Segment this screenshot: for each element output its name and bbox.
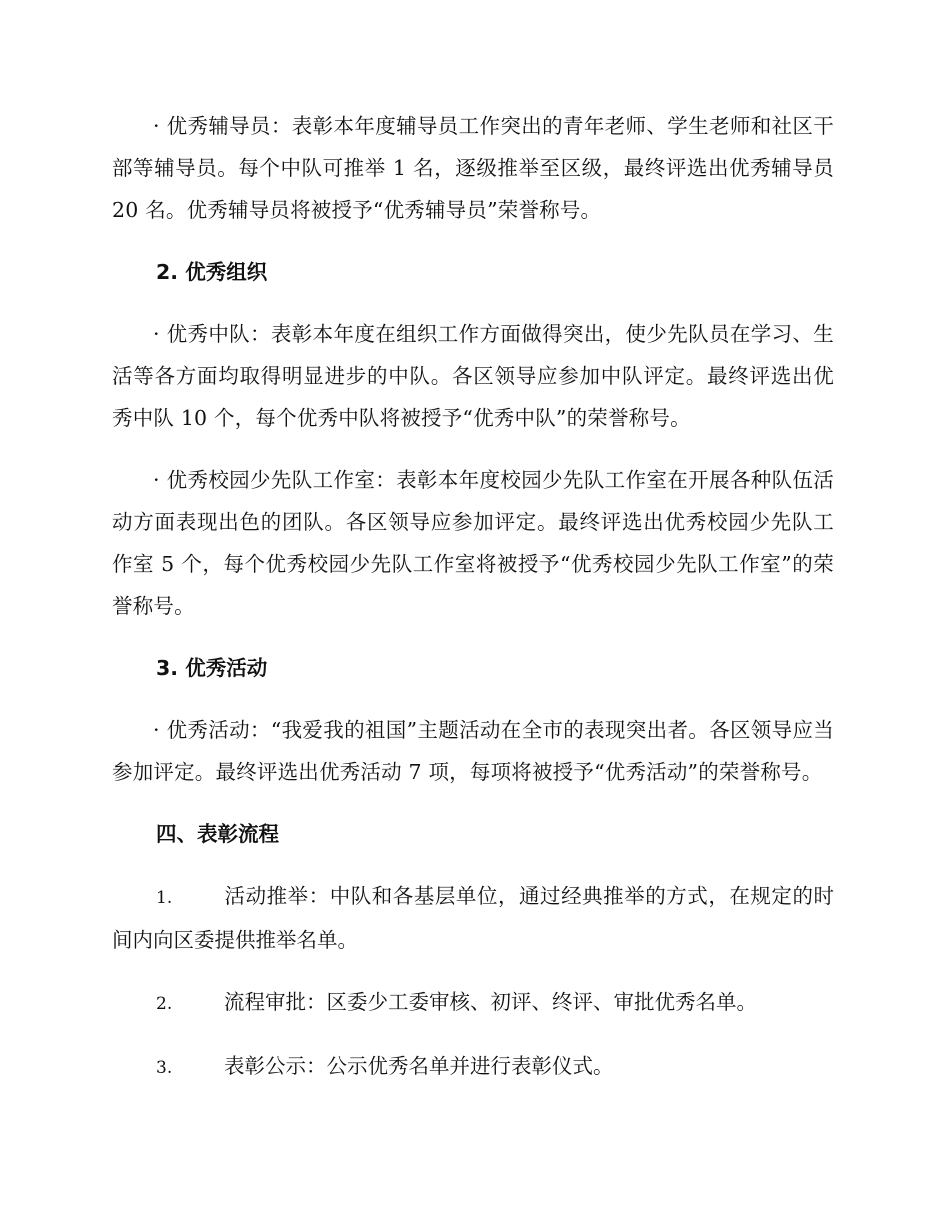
- document-page: [112, 105, 834, 1109]
- paragraph-outstanding-studio: · 优秀校园少先队工作室：表彰本年度校园少先队工作室在开展各种队伍活动方面表现出色的团队。各区领导应参加评定。最终评选出优秀校园少先队工作室 5 个，每个优秀校园少先队工作室将被授予“优秀校园少先队工作室”的荣誉称号。: [112, 468, 834, 618]
- list-item-text: 表彰公示：公示优秀名单并进行表彰仪式。: [224, 1054, 614, 1078]
- list-item-number: 2.: [156, 994, 173, 1014]
- heading-commendation-process: 四、表彰流程: [156, 822, 279, 846]
- list-item-number: 3.: [156, 1058, 173, 1078]
- list-item-number: 1.: [156, 888, 173, 908]
- heading-outstanding-activity: 3. 优秀活动: [156, 656, 268, 680]
- paragraph-outstanding-activity: · 优秀活动：“我爱我的祖国”主题活动在全市的表现突出者。各区领导应当参加评定。最终评选出优秀活动 7 项，每项将被授予“优秀活动”的荣誉称号。: [112, 718, 834, 784]
- list-item-text: 活动推举：中队和各基层单位，通过经典推举的方式，在规定的时间内向区委提供推举名单。: [112, 884, 834, 952]
- list-item-text: 流程审批：区委少工委审核、初评、终评、审批优秀名单。: [224, 990, 757, 1014]
- list-item: [112, 875, 834, 961]
- list-item: [112, 1045, 834, 1089]
- heading-outstanding-organization: 2. 优秀组织: [156, 260, 268, 284]
- paragraph-outstanding-counselor: · 优秀辅导员：表彰本年度辅导员工作突出的青年老师、学生老师和社区干部等辅导员。每个中队可推举 1 名，逐级推举至区级，最终评选出优秀辅导员 20 名。优秀辅导员将被授予“优秀辅导员”荣誉称号。: [112, 114, 834, 222]
- paragraph-outstanding-squad: · 优秀中队：表彰本年度在组织工作方面做得突出，使少先队员在学习、生活等各方面均取得明显进步的中队。各区领导应参加中队评定。最终评选出优秀中队 10 个，每个优秀中队将被授予“优秀中队”的荣誉称号。: [112, 322, 834, 430]
- list-item: [112, 981, 834, 1025]
